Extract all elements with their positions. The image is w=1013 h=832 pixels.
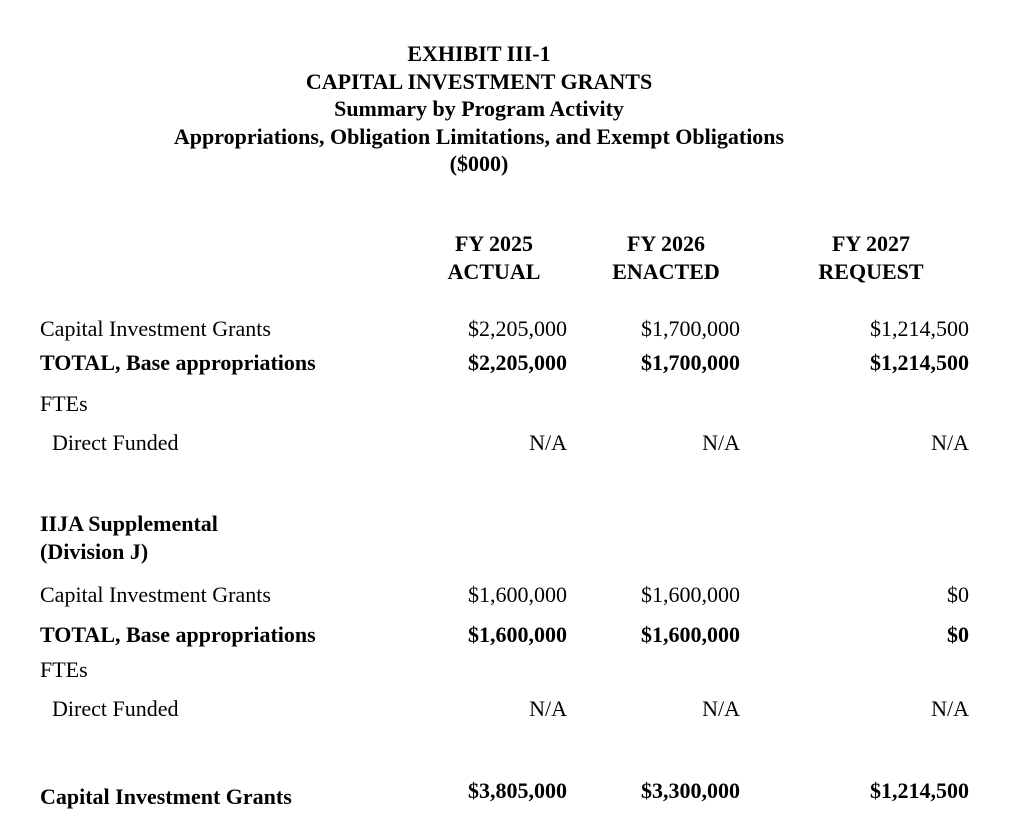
value-fy2027: $1,214,500 (870, 350, 969, 375)
value-fy2026: $1,700,000 (641, 316, 740, 341)
table-row-base-cig (0, 316, 1013, 346)
exhibit-program-title: CAPITAL INVESTMENT GRANTS (305, 68, 653, 94)
exhibit-number: EXHIBIT III-1 (407, 41, 551, 66)
row-label: FTEs (40, 657, 88, 682)
value-fy2026: $1,600,000 (641, 622, 740, 647)
section-heading-iija (40, 510, 218, 566)
table-row-iija-direct-funded (0, 696, 1013, 726)
row-label: TOTAL, Base appropriations (40, 350, 316, 375)
value-fy2027: N/A (931, 430, 969, 455)
value-fy2026: N/A (702, 430, 740, 455)
section-heading-line: IIJA Supplemental (40, 511, 218, 536)
table-row-grand-total (0, 778, 1013, 808)
exhibit-units: ($000) (449, 151, 509, 176)
section-heading-line: (Division J) (40, 539, 149, 564)
value-fy2026: $1,700,000 (641, 350, 740, 375)
row-label: Direct Funded (52, 430, 179, 455)
value-fy2025: $3,805,000 (468, 778, 567, 803)
column-year: FY 2025 (454, 231, 533, 256)
exhibit-subtitle: Summary by Program Activity (334, 96, 624, 121)
value-fy2025: $1,600,000 (468, 582, 567, 607)
value-fy2025: N/A (529, 430, 567, 455)
column-header-fy2025 (394, 230, 594, 286)
table-row-iija-ftes (0, 657, 1013, 687)
column-year: FY 2026 (626, 231, 705, 256)
row-label: Direct Funded (52, 696, 179, 721)
value-fy2027: $0 (947, 622, 969, 647)
value-fy2026: $1,600,000 (641, 582, 740, 607)
table-row-iija-cig (0, 582, 1013, 612)
table-row-base-total (0, 350, 1013, 380)
value-fy2026: $3,300,000 (641, 778, 740, 803)
table-row-iija-total (0, 622, 1013, 652)
row-label: Capital Investment Grants (40, 784, 292, 809)
column-status: REQUEST (818, 259, 924, 284)
exhibit-title-block (0, 40, 958, 178)
table-row-base-ftes (0, 391, 1013, 421)
column-year: FY 2027 (831, 231, 910, 256)
exhibit-description: Appropriations, Obligation Limitations, and Exempt Obligations (173, 123, 785, 149)
value-fy2025: N/A (529, 696, 567, 721)
value-fy2027: $1,214,500 (870, 778, 969, 803)
value-fy2025: $2,205,000 (468, 350, 567, 375)
value-fy2026: N/A (702, 696, 740, 721)
column-status: ACTUAL (447, 259, 541, 284)
column-header-fy2027 (771, 230, 971, 286)
value-fy2025: $1,600,000 (468, 622, 567, 647)
row-label: TOTAL, Base appropriations (40, 622, 316, 647)
value-fy2025: $2,205,000 (468, 316, 567, 341)
value-fy2027: $0 (947, 582, 969, 607)
row-label: Capital Investment Grants (40, 316, 271, 341)
column-status: ENACTED (612, 259, 720, 284)
value-fy2027: $1,214,500 (870, 316, 969, 341)
value-fy2027: N/A (931, 696, 969, 721)
row-label: Capital Investment Grants (40, 582, 271, 607)
row-label: FTEs (40, 391, 88, 416)
column-header-fy2026 (566, 230, 766, 286)
table-row-base-direct-funded (0, 430, 1013, 460)
